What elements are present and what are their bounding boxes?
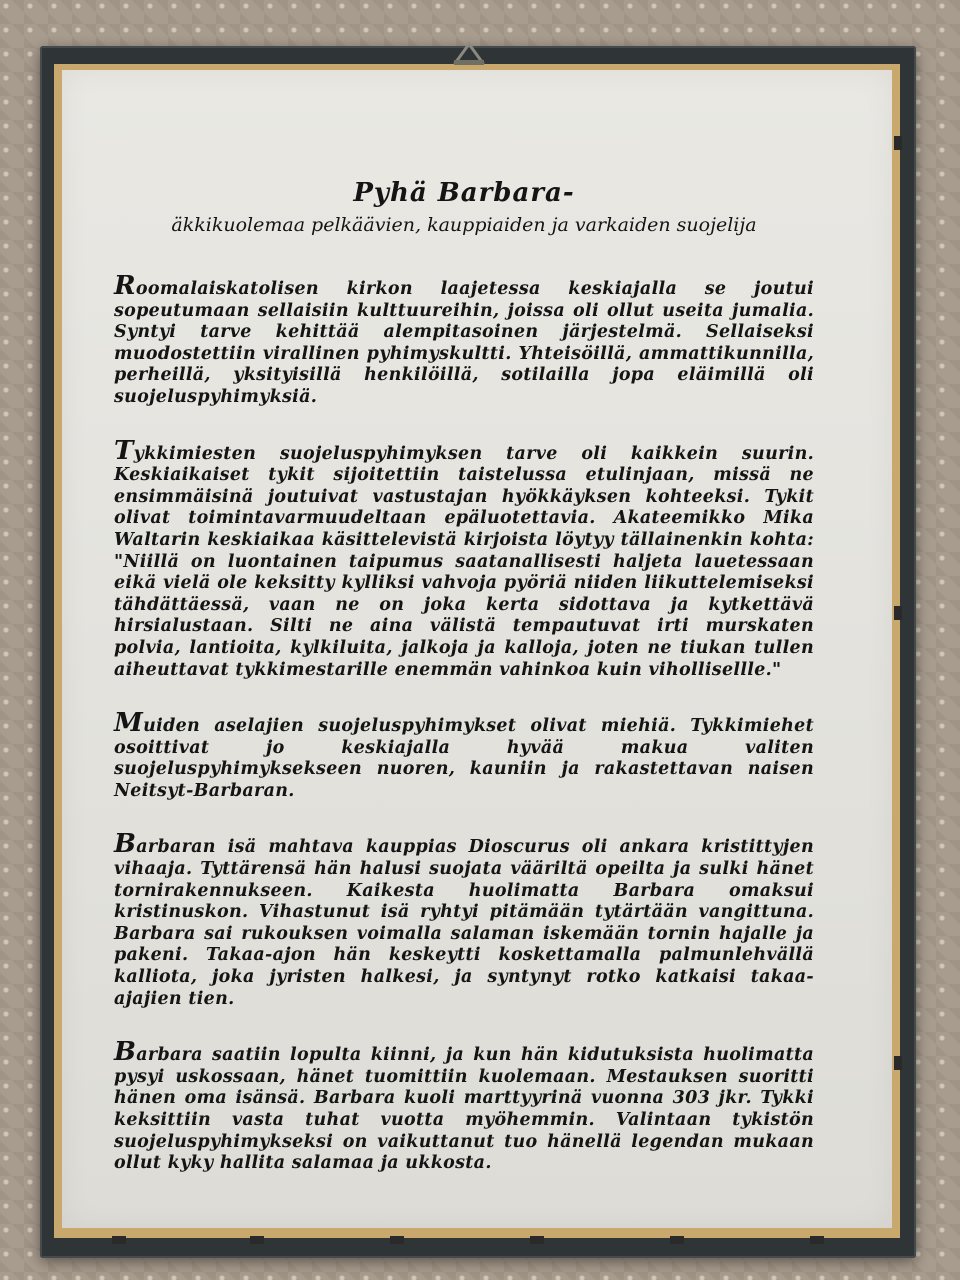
document-subtitle: äkkikuolemaa pelkäävien, kauppiaiden ja varkaiden suojelija — [171, 214, 757, 236]
frame-clip — [894, 136, 902, 150]
frame-clip — [810, 1236, 824, 1244]
frame-clip — [250, 1236, 264, 1244]
frame-clip — [390, 1236, 404, 1244]
picture-frame — [40, 46, 916, 1258]
frame-clip — [894, 606, 902, 620]
calligraphy-document — [114, 178, 814, 1207]
paragraph-2: Tykkimiesten suojeluspyhimyksen tarve oli kaikkein suurin. Keskiaikaiset tykit sijoitettiin taistelussa etulinjaan, missä ne ensimmäisinä joutuivat vastustajan hyökkäyksen kohteeksi. Tykit olivat toimintavarmuudeltaan epäluotettavia. Akateemikko Mika Waltarin keskiaikaa käsittelevistä kirjoista löytyy tällainenkin kohta: "Niillä on luontainen taipumus saatanallisesti haljeta lauetessaan eikä vielä ole keksitty kylliksi vahvoja pyöriä niiden liikuttelemiseksi tähdättäessä, vaan ne on joka kerta sidottava ja kytkettävä hirsialustaan. Silti ne aina välistä tempautuvat irti murskaten polvia, lantioita, kylkiluita, jalkoja ja kalloja, joten ne tiukan tullen aiheuttavat tykkimestarille enemmän vahinkoa kuin vihollisellle." — [114, 435, 814, 680]
frame-clip — [894, 1056, 902, 1070]
paragraph-4: Barbaran isä mahtava kauppias Dioscurus oli ankara kristittyjen vihaaja. Tyttärensä hän halusi suojata vääriltä opeilta ja sulki hänet tornirakennukseen. Kaikesta huolimatta Barbara omaksui kristinuskon. Vihastunut isä ryhtyi pitämään tytärtään vangittuna. Barbara sai rukouksen voimalla salaman iskemään tornin hajalle ja pakeni. Takaa-ajon hän keskeytti koskettamalla palmunlehvällä kalliota, joka jyristen halkesi, ja syntynyt rotko katkaisi takaa-ajajien tien. — [114, 829, 814, 1009]
document-title: Pyhä Barbara- — [353, 178, 575, 208]
frame-clip — [530, 1236, 544, 1244]
frame-clip — [670, 1236, 684, 1244]
frame-mat — [54, 64, 900, 1238]
hanger-icon — [452, 40, 486, 66]
paper-sheet — [62, 70, 892, 1228]
frame-clip — [112, 1236, 126, 1244]
paragraph-1: Roomalaiskatolisen kirkon laajetessa keskiajalla se joutui sopeutumaan sellaisiin kulttuureihin, joissa oli ollut useita jumalia. Syntyi tarve kehittää alempitasoinen järjestelmä. Sellaiseksi muodostettiin virallinen pyhimyskultti. Yhteisöillä, ammattikunnilla, perheillä, yksityisillä henkilöillä, sotilailla jopa eläimillä oli suojeluspyhimyksiä. — [114, 271, 814, 407]
paragraph-3: Muiden aselajien suojeluspyhimykset olivat miehiä. Tykkimiehet osoittivat jo keskiajalla hyvää makua valiten suojeluspyhimyksekseen nuoren, kauniin ja rakastettavan naisen Neitsyt-Barbaran. — [114, 708, 814, 801]
paragraph-5: Barbara saatiin lopulta kiinni, ja kun hän kidutuksista huolimatta pysyi uskossaan, hänet tuomittiin kuolemaan. Mestauksen suoritti hänen oma isänsä. Barbara kuoli marttyyrinä vuonna 303 jkr. Tykki keksittiin vasta tuhat vuotta myöhemmin. Valintaan tykistön suojeluspyhimykseksi on vaikuttanut tuo hänellä legendan mukaan ollut kyky hallita salamaa ja ukkosta. — [114, 1037, 814, 1174]
